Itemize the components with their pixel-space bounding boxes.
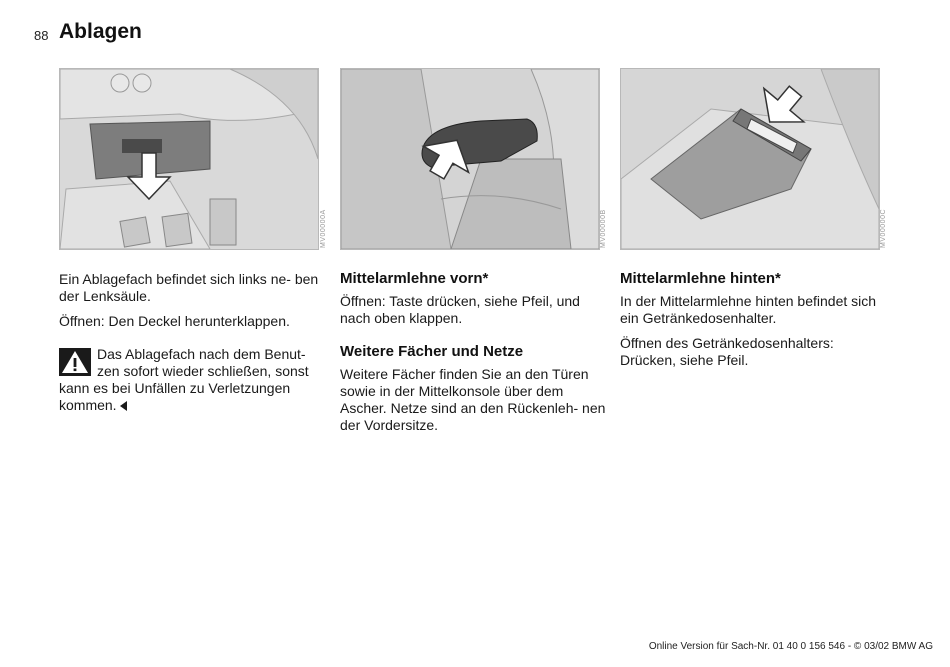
warning-text: Das Ablagefach nach dem Benut- zen sofort wieder schließen, sonst kann es bei Unfällen zu Verletzungen kommen. — [59, 346, 309, 413]
warning-icon — [59, 348, 91, 376]
left-column — [59, 271, 327, 414]
paragraph: Öffnen: Den Deckel herunterklappen. — [59, 313, 290, 329]
rear-armrest-illustration — [621, 69, 879, 249]
middle-column — [340, 270, 610, 442]
warning-note — [59, 346, 327, 414]
paragraph: Ein Ablagefach befindet sich links ne- ben der Lenksäule. — [59, 271, 319, 304]
figure-front-armrest — [340, 68, 600, 250]
front-armrest-illustration — [341, 69, 599, 249]
figure-rear-armrest — [620, 68, 880, 250]
figure-storage-compartment — [59, 68, 319, 250]
figure-code: MV00000C — [880, 208, 887, 248]
section-heading-front-armrest: Mittelarmlehne vorn* — [340, 270, 489, 287]
right-column — [620, 270, 882, 377]
section-heading-compartments-nets: Weitere Fächer und Netze — [340, 343, 524, 360]
page-title: Ablagen — [59, 20, 142, 43]
storage-compartment-illustration — [60, 69, 318, 249]
footer-text: Online Version für Sach-Nr. 01 40 0 156 546 - © 03/02 BMW AG — [648, 641, 933, 652]
page-number: 88 — [34, 28, 49, 43]
paragraph: Öffnen: Taste drücken, siehe Pfeil, und nach oben klappen. — [340, 293, 580, 326]
figure-code: MV00000B — [600, 209, 607, 248]
figure-code: MV00000A — [320, 209, 327, 248]
paragraph: Öffnen des Getränkedosenhalters: Drücken, siehe Pfeil. — [620, 335, 834, 368]
section-heading-rear-armrest: Mittelarmlehne hinten* — [620, 270, 781, 287]
paragraph: In der Mittelarmlehne hinten befindet sich ein Getränkedosenhalter. — [620, 293, 877, 326]
end-marker-icon — [120, 401, 127, 411]
paragraph: Weitere Fächer finden Sie an den Türen sowie in der Mittelkonsole über dem Ascher. Netze sind an den Rückenleh- nen der Vordersitze. — [340, 366, 606, 433]
